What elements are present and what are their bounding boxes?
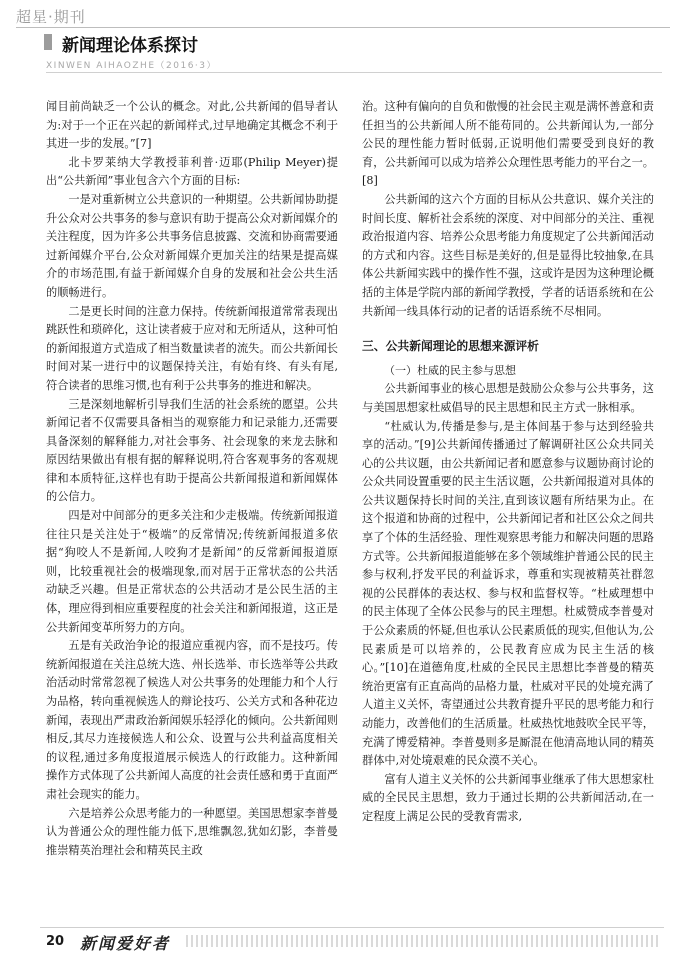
section-title: 新闻理论体系探讨 bbox=[62, 36, 198, 56]
subsection-heading: （一）杜威的民主参与思想 bbox=[384, 363, 516, 377]
issue-subtitle: XINWEN AIHAOZHE（2016·3） bbox=[46, 61, 218, 71]
header-divider-bottom bbox=[46, 72, 662, 73]
right-column bbox=[362, 98, 654, 827]
paragraph: 三是深刻地解析引导我们生活的社会系统的愿望。公共新闻记者不仅需要具备相当的观察能力和记录能力,还需要具备深刻的解释能力,对社会事务、社会现象的来龙去脉和原因结果做出有根有据的解释说明,符合客观事务的客观规律和本质特征,这样也有助于提高公共新闻报道和新闻媒体的公信力。 bbox=[46, 397, 338, 504]
publication-logo: 新闻爱好者 bbox=[80, 934, 171, 953]
paragraph: 六是培养公众思考能力的一种愿望。美国思想家李普曼认为普通公众的理性能力低下,思维飘忽,犹如幻影，李普曼推崇精英治理社会和精英民主政 bbox=[46, 806, 338, 857]
footer-divider bbox=[40, 927, 664, 928]
paragraph: 公共新闻的这六个方面的目标从公共意识、媒介关注的时间长度、解析社会系统的深度、对中间部分的关注、重视政治报道内容、培养公众思考能力角度规定了公共新闻活动的方式和内容。这些目标是美好的,但是显得比较抽象,在具体公共新闻实践中的操作性不强，这或许是因为这种理论概括的主体是学院内部的新闻学教授，学者的话语系统和在公共新闻一线具体行动的记者的话语系统不尽相同。 bbox=[362, 192, 654, 318]
journal-brand: 超星·期刊 bbox=[16, 8, 86, 26]
paragraph: 一是对重新树立公共意识的一种期望。公共新闻协助提升公众对公共事务的参与意识有助于提高公众对新闻媒介的关注程度，因为许多公共事务信息披露、交流和协商需要通过新闻媒介平台,公众对新闻媒介更加关注的结果是提高媒介的市场范围,有益于新闻媒介自身的发展和社会公共生活的顺畅进行。 bbox=[46, 192, 338, 299]
paragraph: 公共新闻事业的核心思想是鼓励公众参与公共事务，这与美国思想家杜威倡导的民主思想和民主方式一脉相承。 bbox=[362, 382, 654, 414]
left-column bbox=[46, 98, 338, 860]
paragraph: 治。这种有偏向的自负和傲慢的社会民主观是满怀善意和责任担当的公共新闻人所不能苟同的。公共新闻认为,一部分公民的理性能力暂时低弱,正说明他们需要受到良好的教育，公共新闻可以成为培养公众理性思考能力的平台之一。[8] bbox=[362, 100, 654, 188]
footer-decoration bbox=[186, 935, 658, 947]
paragraph: 五是有关政治争论的报道应重视内容，而不是技巧。传统新闻报道在关注总统大选、州长选举、市长选举等公共政治活动时常常忽视了候选人对公共事务的处理能力和个人行为品格，转向重视候选人的辩论技巧、公关方式和各种花边新闻，表现出严肃政治新闻娱乐轻浮化的倾向。公共新闻则相反,其尽力连接候选人和公众、设置与公共利益高度相关的议程,通过多角度报道展示候选人的行政能力。这种新闻操作方式体现了公共新闻人高度的社会责任感和勇于直面严肃社会现实的能力。 bbox=[46, 639, 338, 801]
header-divider-top bbox=[16, 27, 670, 28]
section-marker-bar bbox=[44, 34, 52, 50]
paragraph: 二是更长时间的注意力保持。传统新闻报道常常表现出跳跃性和琐碎化，这让读者疲于应对和无所适从，这种可怕的新闻报道方式造成了相当数量读者的流失。而公共新闻长时间对某一进行中的议题保持关注，有始有终、有头有尾,符合读者的思维习惯,也有利于公共事务的推进和解决。 bbox=[46, 304, 338, 392]
page-number: 20 bbox=[46, 934, 65, 949]
paragraph: 四是对中间部分的更多关注和少走极端。传统新闻报道往往只是关注处于“极端”的反常情况;传统新闻报道多依据“狗咬人不是新闻,人咬狗才是新闻”的反常新闻报道原则，比较重视社会的极端现象,而对居于正常状态的公共活动缺乏兴趣。但是正常状态的公共活动才是公民生活的主体，理应得到相应重要程度的社会关注和新闻报道，这正是公共新闻变革所努力的方向。 bbox=[46, 509, 338, 634]
paragraph: 富有人道主义关怀的公共新闻事业继承了伟大思想家杜威的全民民主思想，致力于通过长期的公共新闻活动,在一定程度上满足公民的受教育需求, bbox=[362, 772, 654, 823]
section-heading: 三、公共新闻理论的思想来源评析 bbox=[362, 339, 539, 354]
paragraph: 北卡罗莱纳大学教授菲利普·迈耶(Philip Meyer)提出“公共新闻”事业包含六个方面的目标: bbox=[46, 155, 338, 188]
paragraph: 闻目前尚缺乏一个公认的概念。对此,公共新闻的倡导者认为:对于一个正在兴起的新闻样式,过早地确定其概念不利于其进一步的发展。”[7] bbox=[46, 100, 338, 151]
paragraph: “杜威认为,传播是参与,是主体间基于参与达到经验共享的活动。”[9]公共新闻传播通过了解调研社区公众共同关心的公共议题，由公共新闻记者和愿意参与议题协商讨论的公众共同设置重要的民主生活议题，公共新闻报道对具体的公共议题保持长时间的关注,直到该议题有所结果为止。在这个报道和协商的过程中，公共新闻记者和社区公众之间共享了个体的生活经验、理性观察思考能力和解决问题的思路方式等。公共新闻报道能够在多个领域维护普通公民的民主参与权利,抒发平民的利益诉求，尊重和实现被精英社群忽视的公民群体的表达权、参与权和监督权等。“杜威理想中的民主体现了全体公民参与的民主理想。杜威赞成李普曼对于公众素质的怀疑,但也承认公民素质低的现实,但他认为,公民素质是可以培养的，公民教育应成为民主生活的核心。”[10]在道德角度,杜威的全民民主思想比李普曼的精英统治更富有正直高尚的品格力量，杜威对平民的处境充满了人道主义关怀，寄望通过公共教育提升平民的思考能力和行动能力，改善他们的生活质量。杜威热忱地鼓吹全民平等，充满了博爱精神。李普曼则多是厮混在他清高地认同的精英群体中,对处境艰难的民众漠不关心。 bbox=[362, 419, 654, 768]
